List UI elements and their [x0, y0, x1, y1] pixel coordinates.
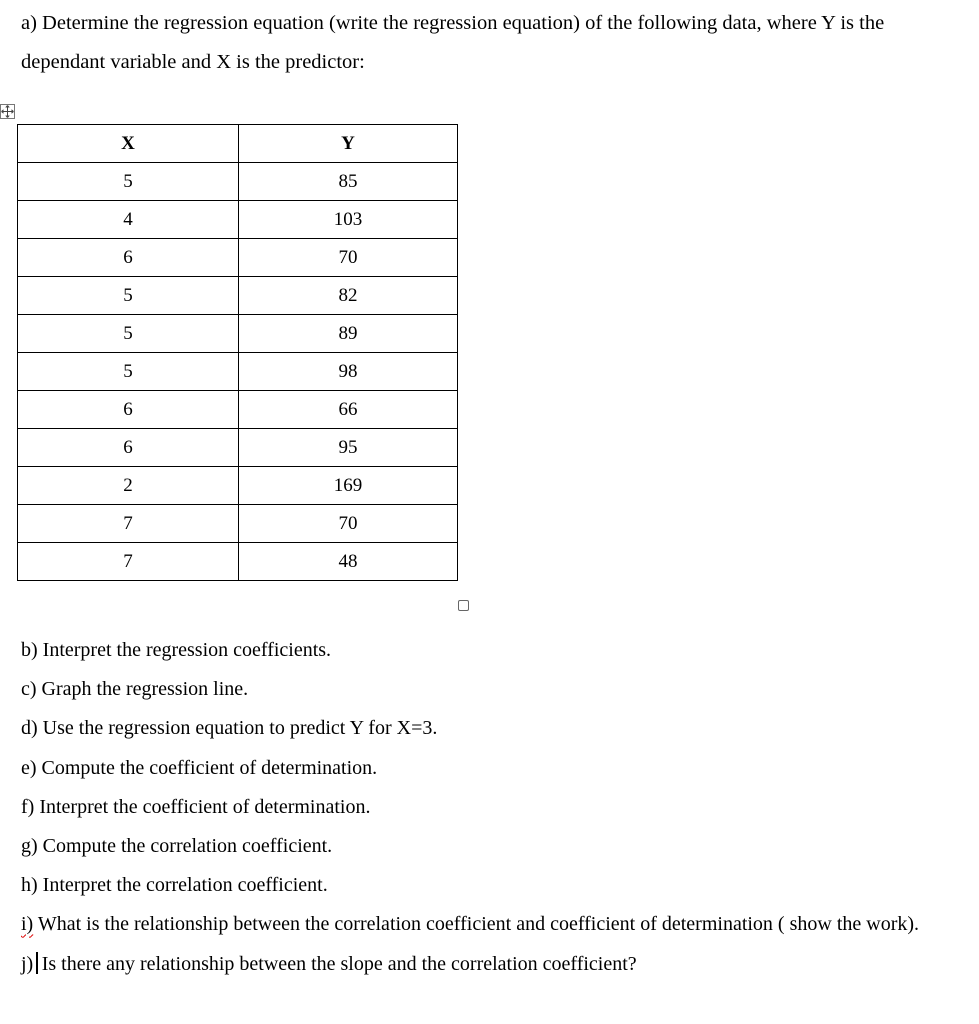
move-arrows-icon	[1, 105, 14, 118]
table-row	[18, 239, 458, 277]
question-i-label: i)	[21, 913, 34, 936]
cell-y: 95	[239, 429, 458, 467]
question-f: f) Interpret the coefficient of determination.	[21, 795, 371, 818]
cell-x: 5	[18, 163, 239, 201]
table-move-handle[interactable]	[0, 104, 15, 119]
cell-y: 89	[239, 315, 458, 353]
question-j-text: Is there any relationship between the slope and the correlation coefficient?	[41, 952, 637, 975]
table-row	[18, 543, 458, 581]
question-h: h) Interpret the correlation coefficient.	[21, 874, 328, 897]
cell-y: 98	[239, 353, 458, 391]
cell-x: 6	[18, 391, 239, 429]
header-y: Y	[239, 125, 458, 163]
cell-y: 70	[239, 239, 458, 277]
table-row	[18, 429, 458, 467]
table-header-row	[18, 125, 458, 163]
question-i	[21, 905, 971, 944]
question-j-label: j)	[21, 952, 34, 975]
cell-x: 5	[18, 315, 239, 353]
question-g: g) Compute the correlation coefficient.	[21, 835, 333, 858]
question-a-text: a) Determine the regression equation (write the regression equation) of the following data, where Y is the dependant variable and X is the predictor:	[21, 12, 885, 73]
table-row	[18, 277, 458, 315]
cell-y: 66	[239, 391, 458, 429]
table-row	[18, 353, 458, 391]
question-e: e) Compute the coefficient of determination.	[21, 756, 378, 779]
data-table	[17, 124, 458, 581]
table-row	[18, 163, 458, 201]
table-row	[18, 315, 458, 353]
cell-y: 85	[239, 163, 458, 201]
cell-y: 48	[239, 543, 458, 581]
cell-x: 4	[18, 201, 239, 239]
cell-x: 2	[18, 467, 239, 505]
table-row	[18, 201, 458, 239]
table-row	[18, 391, 458, 429]
cell-x: 7	[18, 543, 239, 581]
cell-x: 6	[18, 429, 239, 467]
question-d: d) Use the regression equation to predict Y for X=3.	[21, 717, 438, 740]
questions-list	[21, 631, 971, 984]
cell-y: 82	[239, 277, 458, 315]
table-row	[18, 467, 458, 505]
table-resize-handle[interactable]	[458, 600, 469, 611]
text-cursor	[36, 952, 38, 974]
cell-x: 5	[18, 277, 239, 315]
question-i-text: What is the relationship between the correlation coefficient and coefficient of determination ( show the work).	[33, 913, 920, 936]
cell-x: 7	[18, 505, 239, 543]
table-row	[18, 505, 458, 543]
question-j	[21, 945, 971, 984]
header-x: X	[18, 125, 239, 163]
question-c: c) Graph the regression line.	[21, 678, 249, 701]
cell-y: 169	[239, 467, 458, 505]
cell-x: 6	[18, 239, 239, 277]
cell-y: 103	[239, 201, 458, 239]
cell-x: 5	[18, 353, 239, 391]
question-b: b) Interpret the regression coefficients.	[21, 639, 332, 661]
cell-y: 70	[239, 505, 458, 543]
